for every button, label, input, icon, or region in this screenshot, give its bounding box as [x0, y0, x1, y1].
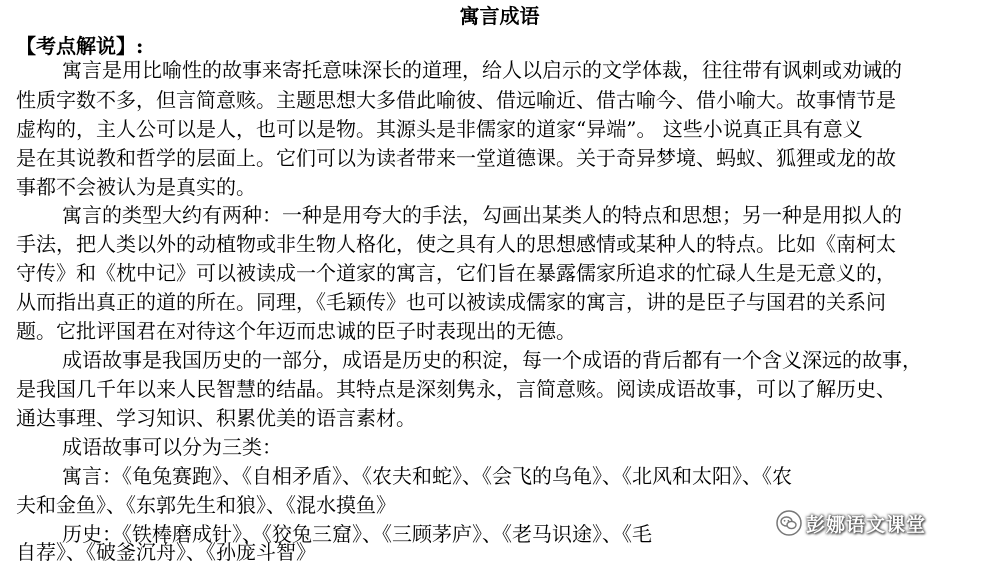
watermark-text: 彭娜语文课堂: [806, 513, 927, 536]
paragraph-line: 守传》和《枕中记》可以被读成一个道家的寓言，它们旨在暴露儒家所追求的忙碌人生是无意义的，: [16, 261, 896, 285]
paragraph-line: 是我国几千年以来人民智慧的结晶。其特点是深刻隽永，言简意赅。阅读成语故事，可以了解历史、: [16, 377, 896, 401]
paragraph-line: 虚构的，主人公可以是人，也可以是物。其源头是非儒家的道家“异端”。 这些小说真正具有意义: [16, 117, 863, 141]
document-title: 寓言成语: [459, 4, 540, 28]
watermark: [772, 508, 930, 538]
paragraph-line: 手法，把人类以外的动植物或非生物人格化，使之具有人的思想感情或某种人的特点。比如《南柯太: [16, 232, 896, 256]
paragraph-line: 是在其说教和哲学的层面上。它们可以为读者带来一堂道德课。关于奇异梦境、蚂蚁、狐狸或龙的故: [16, 146, 896, 170]
paragraph-line: 成语故事是我国历史的一部分，成语是历史的积淀，每一个成语的背后都有一个含义深远的故事，: [62, 348, 922, 372]
paragraph-line: 题。它批评国君在对待这个年迈而忠诚的臣子时表现出的无德。: [16, 319, 576, 343]
paragraph-line: 寓言：《龟兔赛跑》、《自相矛盾》、《农夫和蛇》、《会飞的乌龟》、《北风和太阳》、《农: [62, 464, 792, 488]
paragraph-line: 事都不会被认为是真实的。: [16, 175, 256, 199]
paragraph-line: 历史：《铁棒磨成针》、《狡兔三窟》、《三顾茅庐》、《老马识途》、《毛: [62, 522, 652, 546]
paragraph-line: 寓言的类型大约有两种：一种是用夸大的手法，勾画出某类人的特点和思想；另一种是用拟人的: [62, 203, 902, 227]
paragraph-line: 通达事理、学习知识、积累优美的语言素材。: [16, 406, 416, 430]
paragraph-line: 自荐》、《破釜沉舟》、《孙庞斗智》: [16, 540, 316, 564]
paragraph-line: 从而指出真正的道的所在。同理，《毛颖传》也可以被读成儒家的寓言，讲的是臣子与国君的关系问: [16, 290, 886, 314]
paragraph-line: 夫和金鱼》、《东郭先生和狼》、《混水摸鱼》: [16, 493, 396, 517]
section-heading: 【考点解说】:: [16, 34, 144, 58]
paragraph-line: 寓言是用比喻性的故事来寄托意味深长的道理，给人以启示的文学体裁，往往带有讽刺或劝诫的: [62, 58, 902, 82]
paragraph-line: 性质字数不多，但言简意赅。主题思想大多借此喻彼、借远喻近、借古喻今、借小喻大。故事情节是: [16, 88, 896, 112]
paragraph-line: 成语故事可以分为三类：: [62, 435, 282, 459]
wechat-icon: [776, 510, 802, 536]
